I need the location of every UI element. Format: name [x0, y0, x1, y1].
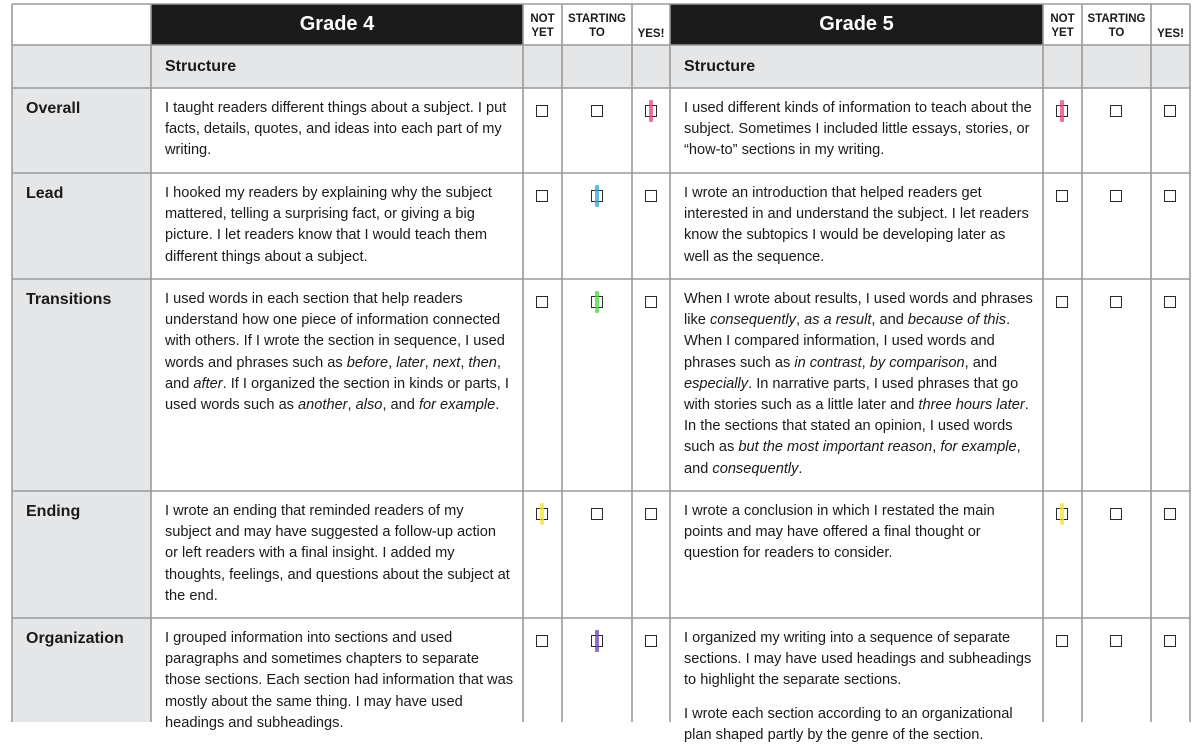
- grade4-ending-yes-checkbox[interactable]: [645, 508, 657, 520]
- grade5-lead-description: I wrote an introduction that helped readers get interested in and understand the subject. I let readers know the subtopics I would be developing later as well as the sequence.: [684, 185, 1029, 265]
- section-blank: [562, 45, 632, 88]
- corner-blank-cell: [12, 4, 151, 45]
- section-blank: [1082, 45, 1151, 88]
- grade4-lead-description: I hooked my readers by explaining why the subject mattered, telling a surprising fact, or giving a big picture. I let readers know that I would teach them different things about a subject.: [165, 185, 492, 265]
- grade4-overall-starting-to-checkbox[interactable]: [591, 105, 603, 117]
- grade4-lead-not-yet-checkbox[interactable]: [536, 190, 548, 202]
- grade4-overall-description: I taught readers different things about a subject. I put facts, details, quotes, and ideas into each part of my writing.: [165, 100, 507, 159]
- grade5-organization-text: I organized my writing into a sequence of separate sections. I may have used headings and subheadings to highlight the separate sections.: [684, 630, 1032, 689]
- grade4-lead-highlighter-mark: [595, 185, 599, 207]
- grade4-transitions-highlighter-mark: [595, 291, 599, 313]
- row-label-lead: Lead: [12, 173, 151, 279]
- row-label-transitions: Transitions: [12, 279, 151, 491]
- grade5-ending-description: I wrote a conclusion in which I restated the main points and may have offered a final thought or question for readers to consider.: [684, 503, 995, 562]
- row-label-overall: Overall: [12, 88, 151, 173]
- grade4-ending-starting-to-checkbox[interactable]: [591, 508, 603, 520]
- grade5-organization-description: [670, 618, 1043, 743]
- grade4-organization-not-yet-checkbox[interactable]: [536, 635, 548, 647]
- grade4-overall-highlighter-mark: [649, 100, 653, 122]
- grade5-section-heading: Structure: [670, 45, 1043, 88]
- grade4-header: [151, 4, 523, 45]
- row-label-organization: Organization: [12, 618, 151, 722]
- grade5-not-yet-header: NOT YET: [1050, 12, 1075, 39]
- grade5-transitions-not-yet-checkbox[interactable]: [1056, 296, 1068, 308]
- grade5-lead-yes-checkbox[interactable]: [1164, 190, 1176, 202]
- grade5-ending-starting-to-checkbox[interactable]: [1110, 508, 1122, 520]
- grade4-organization-yes-checkbox[interactable]: [645, 635, 657, 647]
- grade5-transitions-description: When I wrote about results, I used words and phrases like consequently, as a result, and because of this. When I compared information, I used words and phrases such as in contrast, by comparison, and especially. In narrative parts, I used phrases that go with stories such as a little later and three hours later. In the sections that stated an opinion, I used words such as but the most important reason, for example, and consequently.: [684, 291, 1033, 477]
- grade5-overall-description: I used different kinds of information to teach about the subject. Sometimes I included little essays, stories, or “how-to” sections in my writing.: [684, 100, 1032, 159]
- grade4-organization-description: I grouped information into sections and used paragraphs and sometimes chapters to separate those sections. Each section had information that was mostly about the same thing. I may have used headings and subheadings.: [165, 630, 514, 731]
- grade4-not-yet-header: NOT YET: [530, 12, 555, 39]
- grade5-ending-highlighter-mark: [1060, 503, 1064, 525]
- grade4-transitions-yes-checkbox[interactable]: [645, 296, 657, 308]
- grade4-starting-to-header: STARTING TO: [568, 12, 626, 39]
- grade5-header: [670, 4, 1043, 45]
- section-blank: [1043, 45, 1082, 88]
- grade4-overall-not-yet-checkbox[interactable]: [536, 105, 548, 117]
- grade4-ending-highlighter-mark: [540, 503, 544, 525]
- grade5-overall-highlighter-mark: [1060, 100, 1064, 122]
- grade4-organization-highlighter-mark: [595, 630, 599, 652]
- row-label-ending: Ending: [12, 491, 151, 618]
- grade5-organization-yes-checkbox[interactable]: [1164, 635, 1176, 647]
- grade4-lead-yes-checkbox[interactable]: [645, 190, 657, 202]
- grade5-lead-starting-to-checkbox[interactable]: [1110, 190, 1122, 202]
- grade4-section-heading: Structure: [151, 45, 523, 88]
- section-blank: [523, 45, 562, 88]
- grade4-transitions-not-yet-checkbox[interactable]: [536, 296, 548, 308]
- grade4-transitions-description: I used words in each section that help readers understand how one piece of information connected with others. If I wrote the section in sequence, I used words and phrases such as before, later, next, then, and after. If I organized the section in kinds or parts, I used words such as another, also, and for example.: [165, 291, 509, 414]
- grade5-transitions-yes-checkbox[interactable]: [1164, 296, 1176, 308]
- grade5-overall-yes-checkbox[interactable]: [1164, 105, 1176, 117]
- section-label-blank: [12, 45, 151, 88]
- grade4-yes-header: YES!: [637, 28, 665, 40]
- section-blank: [1151, 45, 1190, 88]
- section-blank: [632, 45, 670, 88]
- grade5-lead-not-yet-checkbox[interactable]: [1056, 190, 1068, 202]
- grade5-organization-starting-to-checkbox[interactable]: [1110, 635, 1122, 647]
- grade5-yes-header: YES!: [1157, 28, 1184, 40]
- grade4-ending-description: I wrote an ending that reminded readers of my subject and may have suggested a follow-up action or left readers with a final insight. I added my thoughts, feelings, and questions about the subject at the end.: [165, 503, 510, 604]
- grade5-organization-not-yet-checkbox[interactable]: [1056, 635, 1068, 647]
- grade4-title: Grade 4: [299, 13, 375, 35]
- grade5-transitions-starting-to-checkbox[interactable]: [1110, 296, 1122, 308]
- grade5-overall-starting-to-checkbox[interactable]: [1110, 105, 1122, 117]
- grade5-organization-text-2: I wrote each section according to an organizational plan shaped partly by the genre of the section.: [684, 705, 1013, 743]
- grade5-ending-yes-checkbox[interactable]: [1164, 508, 1176, 520]
- grade5-starting-to-header: STARTING TO: [1087, 12, 1146, 39]
- grade5-title: Grade 5: [819, 13, 894, 35]
